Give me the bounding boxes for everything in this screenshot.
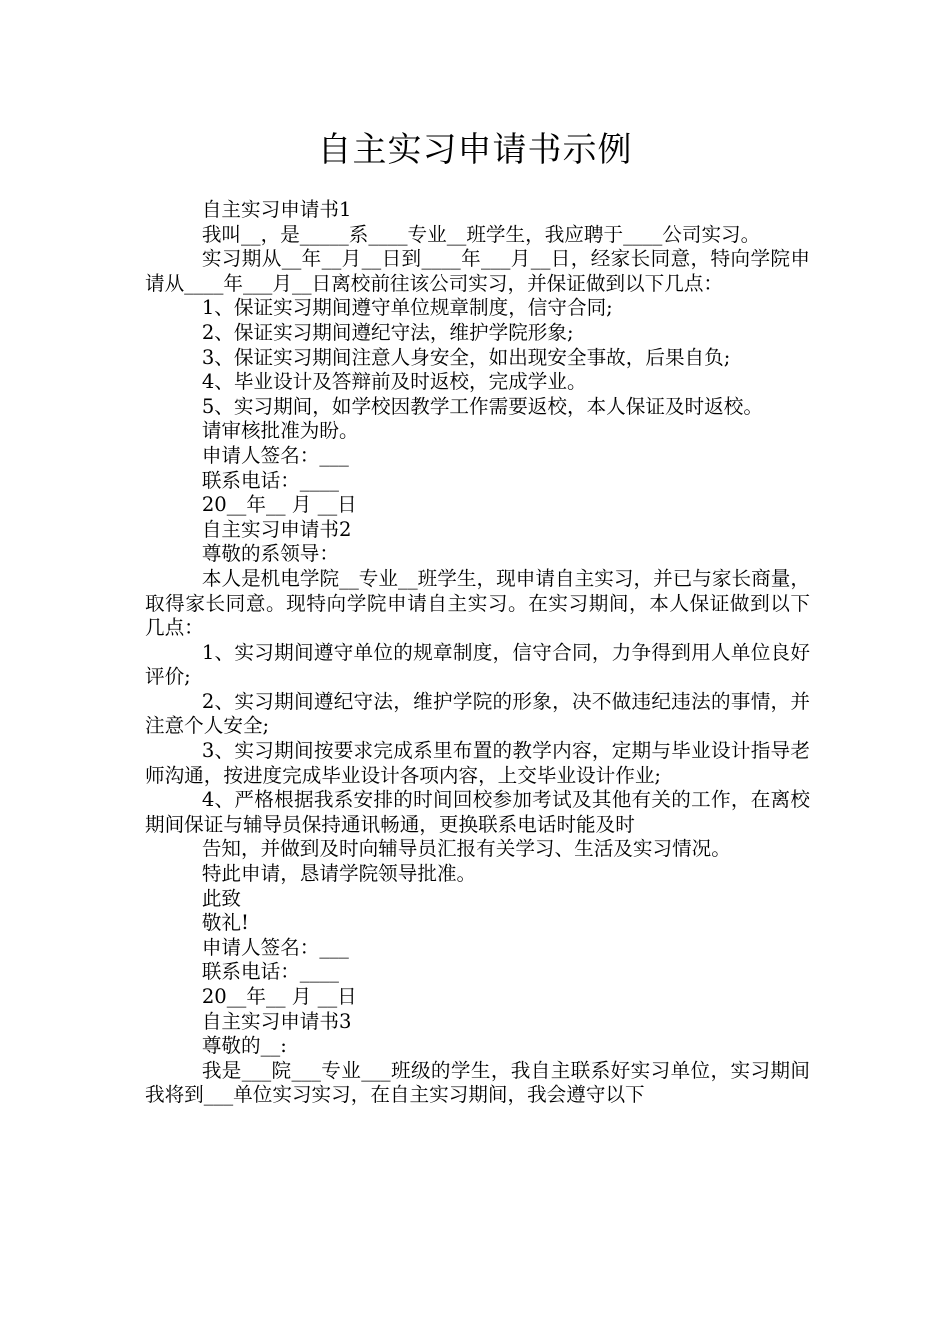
paragraph: 联系电话：____: [201, 960, 339, 984]
paragraph: 4、毕业设计及答辩前及时返校，完成学业。: [201, 370, 587, 394]
paragraph: 请审核批准为盼。: [201, 419, 359, 443]
paragraph: 此致: [201, 886, 242, 910]
paragraph: 4、严格根据我系安排的时间回校参加考试及其他有关的工作，在离校期间保证与辅导员保持通讯畅通，更换联系电话时能及时: [145, 788, 810, 836]
paragraph: 敬礼!: [201, 911, 249, 935]
paragraph: 3、保证实习期间注意人身安全，如出现安全事故，后果自负;: [201, 345, 731, 369]
paragraph: 自主实习申请书3: [201, 1009, 352, 1033]
paragraph: 特此申请，恳请学院领导批准。: [201, 862, 477, 886]
paragraph: 3、实习期间按要求完成系里布置的教学内容，定期与毕业设计指导老师沟通，按进度完成毕业设计各项内容，上交毕业设计作业;: [145, 739, 810, 787]
paragraph: 我叫__，是_____系____专业__班学生，我应聘于____公司实习。: [201, 222, 761, 246]
paragraph: 自主实习申请书1: [201, 198, 352, 221]
paragraph: 尊敬的__:: [201, 1034, 287, 1058]
document-title: 自主实习申请书示例: [317, 130, 633, 170]
paragraph: 尊敬的系领导：: [201, 542, 339, 566]
paragraph: 申请人签名：___: [201, 443, 349, 467]
paragraph: 联系电话：____: [201, 468, 339, 492]
paragraph: 2、实习期间遵纪守法，维护学院的形象，决不做违纪违法的事情，并注意个人安全;: [145, 689, 810, 738]
paragraph: 告知，并做到及时向辅导员汇报有关学习、生活及实习情况。: [201, 837, 731, 861]
paragraph: 实习期从__年__月__日到____年___月__日，经家长同意，特向学院申请从____年___月__日离校前往该公司实习，并保证做到以下几点：: [145, 247, 810, 295]
document-body: [145, 198, 810, 1108]
paragraph: 20__年__ 月 __日: [201, 493, 357, 517]
paragraph: 我是___院___专业___班级的学生，我自主联系好实习单位，实习期间我将到___单位实习实习，在自主实习期间，我会遵守以下: [145, 1058, 810, 1107]
paragraph: 1、保证实习期间遵守单位规章制度，信守合同;: [201, 296, 613, 320]
paragraph: 20__年__ 月 __日: [201, 985, 357, 1008]
paragraph: 5、实习期间，如学校因教学工作需要返校，本人保证及时返校。: [201, 394, 763, 418]
paragraph: 1、实习期间遵守单位的规章制度，信守合同，力争得到用人单位良好评价;: [145, 640, 810, 689]
paragraph: 自主实习申请书2: [201, 517, 352, 541]
paragraph: 2、保证实习期间遵纪守法，维护学院形象;: [201, 320, 574, 344]
paragraph: 本人是机电学院__专业__班学生，现申请自主实习，并已与家长商量，取得家长同意。现特向学院申请自主实习。在实习期间，本人保证做到以下几点：: [145, 566, 810, 640]
paragraph: 申请人签名：___: [201, 935, 349, 959]
